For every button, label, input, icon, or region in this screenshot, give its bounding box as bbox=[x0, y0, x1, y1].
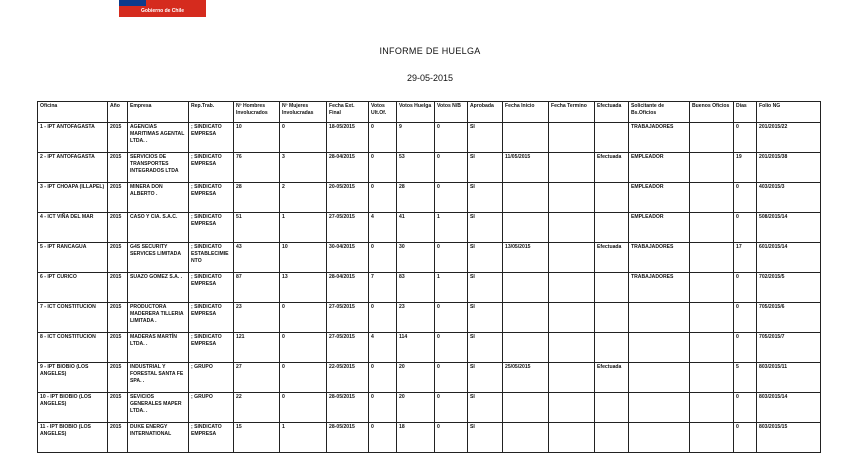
table-cell: 0 bbox=[369, 123, 397, 153]
table-cell: 4 bbox=[369, 333, 397, 363]
table-cell: 1 bbox=[435, 213, 468, 243]
column-header: Nº Mujeres Involucradas bbox=[280, 102, 327, 123]
table-cell: 0 bbox=[369, 303, 397, 333]
table-cell: DUKE ENERGY INTERNATIONAL bbox=[128, 423, 189, 453]
table-cell: 27 bbox=[234, 363, 280, 393]
government-logo bbox=[119, 0, 206, 17]
table-cell: 0 bbox=[435, 423, 468, 453]
table-cell: 28-05/2015 bbox=[327, 423, 369, 453]
table-cell: 121 bbox=[234, 333, 280, 363]
table-cell bbox=[503, 213, 549, 243]
table-cell bbox=[549, 393, 595, 423]
table-cell: 1 bbox=[435, 273, 468, 303]
table-cell: 0 bbox=[435, 333, 468, 363]
table-cell bbox=[503, 123, 549, 153]
table-cell: 19 bbox=[734, 153, 757, 183]
table-cell: 20-05/2015 bbox=[327, 183, 369, 213]
table-cell bbox=[690, 123, 734, 153]
table-cell: ; GRUPO bbox=[189, 393, 234, 423]
table-cell: 0 bbox=[280, 393, 327, 423]
header-row bbox=[38, 102, 821, 123]
table-cell: SI bbox=[468, 303, 503, 333]
column-header: Folio NG bbox=[757, 102, 821, 123]
table-cell: ; SINDICATO EMPRESA bbox=[189, 423, 234, 453]
table-cell bbox=[549, 273, 595, 303]
table-cell: 83 bbox=[397, 273, 435, 303]
table-body bbox=[38, 123, 821, 453]
table-cell: 9 - IPT BIOBIO (LOS ANGELES) bbox=[38, 363, 108, 393]
column-header: Nº Hombres Involucrados bbox=[234, 102, 280, 123]
table-cell: 18 bbox=[397, 423, 435, 453]
table-cell: SI bbox=[468, 363, 503, 393]
table-cell: Efectuada bbox=[595, 243, 629, 273]
table-row bbox=[38, 183, 821, 213]
table-cell: 0 bbox=[369, 423, 397, 453]
table-cell bbox=[549, 363, 595, 393]
table-cell bbox=[629, 363, 690, 393]
table-cell bbox=[595, 393, 629, 423]
table-cell: 51 bbox=[234, 213, 280, 243]
table-row bbox=[38, 123, 821, 153]
column-header: Buenos Oficios bbox=[690, 102, 734, 123]
table-cell: 2015 bbox=[108, 303, 128, 333]
table-cell bbox=[549, 183, 595, 213]
table-cell bbox=[690, 423, 734, 453]
table-cell: 28-05/2015 bbox=[327, 393, 369, 423]
table-cell: 0 bbox=[280, 303, 327, 333]
table-cell: TRABAJADORES bbox=[629, 123, 690, 153]
table-cell: ; SINDICATO EMPRESA bbox=[189, 123, 234, 153]
table-cell: 30-04/2015 bbox=[327, 243, 369, 273]
table-cell: SI bbox=[468, 393, 503, 423]
table-cell bbox=[595, 423, 629, 453]
column-header: Solicitante de Bs.Oficios bbox=[629, 102, 690, 123]
table-cell: 508/2015/14 bbox=[757, 213, 821, 243]
table-cell: ; SINDICATO EMPRESA bbox=[189, 183, 234, 213]
table-cell bbox=[690, 153, 734, 183]
table-cell: 2015 bbox=[108, 333, 128, 363]
table-cell: ; SINDICATO ESTABLECIMIENTO bbox=[189, 243, 234, 273]
table-cell: EMPLEADOR bbox=[629, 183, 690, 213]
table-cell: 53 bbox=[397, 153, 435, 183]
table-cell: 0 bbox=[435, 183, 468, 213]
table-cell bbox=[503, 303, 549, 333]
column-header: Rep.Trab. bbox=[189, 102, 234, 123]
table-cell: 23 bbox=[234, 303, 280, 333]
table-cell: 0 bbox=[369, 393, 397, 423]
table-cell: 28 bbox=[397, 183, 435, 213]
table-cell: 20 bbox=[397, 393, 435, 423]
table-row bbox=[38, 393, 821, 423]
table-cell: 27-05/2015 bbox=[327, 333, 369, 363]
table-cell: SEVICIOS GENERALES MAPER LTDA. . bbox=[128, 393, 189, 423]
table-cell: 23 bbox=[397, 303, 435, 333]
table-cell bbox=[503, 393, 549, 423]
table-cell: 0 bbox=[280, 123, 327, 153]
table-row bbox=[38, 303, 821, 333]
table-cell bbox=[690, 303, 734, 333]
column-header: Aprobada bbox=[468, 102, 503, 123]
table-cell: 0 bbox=[435, 393, 468, 423]
table-cell: 28 bbox=[234, 183, 280, 213]
table-cell: 10 bbox=[280, 243, 327, 273]
table-cell: 2015 bbox=[108, 273, 128, 303]
table-cell: 17 bbox=[734, 243, 757, 273]
table-cell: 1 - IPT ANTOFAGASTA bbox=[38, 123, 108, 153]
table-cell: 18-05/2015 bbox=[327, 123, 369, 153]
table-cell: 5 bbox=[734, 363, 757, 393]
table-cell: 2015 bbox=[108, 393, 128, 423]
table-cell: ; SINDICATO EMPRESA bbox=[189, 273, 234, 303]
table-cell: 803/2015/14 bbox=[757, 393, 821, 423]
table-cell bbox=[629, 333, 690, 363]
table-cell bbox=[549, 123, 595, 153]
table-cell: 0 bbox=[369, 363, 397, 393]
table-cell: SI bbox=[468, 273, 503, 303]
column-header: Efectuada bbox=[595, 102, 629, 123]
table-cell: 0 bbox=[280, 333, 327, 363]
table-cell: 705/2015/6 bbox=[757, 303, 821, 333]
table-cell: EMPLEADOR bbox=[629, 153, 690, 183]
table-cell: 0 bbox=[369, 153, 397, 183]
table-cell: 41 bbox=[397, 213, 435, 243]
table-cell: 1 bbox=[280, 423, 327, 453]
column-header: Fecha Ext. Final bbox=[327, 102, 369, 123]
table-cell: 0 bbox=[280, 363, 327, 393]
table-cell bbox=[549, 303, 595, 333]
table-cell: 10 bbox=[234, 123, 280, 153]
table-cell bbox=[549, 153, 595, 183]
table-cell bbox=[595, 273, 629, 303]
table-cell: 43 bbox=[234, 243, 280, 273]
table-cell bbox=[629, 423, 690, 453]
table-cell: SI bbox=[468, 333, 503, 363]
table-cell: 76 bbox=[234, 153, 280, 183]
table-cell: 2 - IPT ANTOFAGASTA bbox=[38, 153, 108, 183]
table-cell: 7 bbox=[369, 273, 397, 303]
table-cell: AGENCIAS MARITIMAS AGENTAL LTDA. . bbox=[128, 123, 189, 153]
table-cell: 2015 bbox=[108, 213, 128, 243]
table-cell: 27-05/2015 bbox=[327, 213, 369, 243]
table-cell: 705/2015/7 bbox=[757, 333, 821, 363]
table-cell: 8 - ICT CONSTITUCION bbox=[38, 333, 108, 363]
table-cell: INDUSTRIAL Y FORESTAL SANTA FE SPA. . bbox=[128, 363, 189, 393]
table-cell: SI bbox=[468, 423, 503, 453]
table-cell: MINERA DON ALBERTO . bbox=[128, 183, 189, 213]
table-cell: 22-05/2015 bbox=[327, 363, 369, 393]
strike-report-table bbox=[37, 101, 821, 453]
table-cell: 7 - ICT CONSTITUCION bbox=[38, 303, 108, 333]
column-header: Oficina bbox=[38, 102, 108, 123]
table-cell: 2015 bbox=[108, 153, 128, 183]
table-cell: 11 - IPT BIOBIO (LOS ANGELES) bbox=[38, 423, 108, 453]
table-cell: Efectuada bbox=[595, 153, 629, 183]
table-cell: 3 bbox=[280, 153, 327, 183]
table-cell: 13 bbox=[280, 273, 327, 303]
table-cell: 0 bbox=[369, 243, 397, 273]
table-cell: 28-04/2015 bbox=[327, 153, 369, 183]
table-cell bbox=[690, 243, 734, 273]
table-cell: 0 bbox=[734, 183, 757, 213]
column-header: Año bbox=[108, 102, 128, 123]
table-cell: SI bbox=[468, 123, 503, 153]
table-row bbox=[38, 153, 821, 183]
table-cell: 4 - ICT VIÑA DEL MAR bbox=[38, 213, 108, 243]
table-row bbox=[38, 333, 821, 363]
table-cell bbox=[503, 273, 549, 303]
table-cell: 0 bbox=[369, 183, 397, 213]
table-cell: 2015 bbox=[108, 363, 128, 393]
table-row bbox=[38, 243, 821, 273]
table-cell: 20 bbox=[397, 363, 435, 393]
table-cell: 201/2015/22 bbox=[757, 123, 821, 153]
table-cell bbox=[595, 333, 629, 363]
table-cell: SUAZO GOMEZ S.A. . bbox=[128, 273, 189, 303]
table-cell: 13/05/2015 bbox=[503, 243, 549, 273]
table-cell: 2015 bbox=[108, 183, 128, 213]
table-cell bbox=[629, 393, 690, 423]
column-header: Fecha Inicio bbox=[503, 102, 549, 123]
table-cell: 25/05/2015 bbox=[503, 363, 549, 393]
table-cell: 87 bbox=[234, 273, 280, 303]
table-cell: TRABAJADORES bbox=[629, 273, 690, 303]
table-cell: 0 bbox=[435, 153, 468, 183]
column-header: Empresa bbox=[128, 102, 189, 123]
table-cell: 2 bbox=[280, 183, 327, 213]
table-cell: 803/2015/11 bbox=[757, 363, 821, 393]
table-row bbox=[38, 363, 821, 393]
table-cell: 28-04/2015 bbox=[327, 273, 369, 303]
table-cell: 0 bbox=[435, 123, 468, 153]
table-cell: 0 bbox=[734, 423, 757, 453]
table-header bbox=[38, 102, 821, 123]
table-cell: 0 bbox=[734, 303, 757, 333]
table-cell: EMPLEADOR bbox=[629, 213, 690, 243]
table-row bbox=[38, 213, 821, 243]
table-cell: 3 - IPT CHOAPA (ILLAPEL) bbox=[38, 183, 108, 213]
table-cell: 403/2015/3 bbox=[757, 183, 821, 213]
table-cell: 9 bbox=[397, 123, 435, 153]
table-cell: 30 bbox=[397, 243, 435, 273]
table-cell: 11/05/2015 bbox=[503, 153, 549, 183]
column-header: Votos N/B bbox=[435, 102, 468, 123]
table-cell: Efectuada bbox=[595, 363, 629, 393]
table-cell: PRODUCTORA MADERERA TILLERIA LIMITADA . bbox=[128, 303, 189, 333]
table-cell: SI bbox=[468, 213, 503, 243]
column-header: Votos Huelga bbox=[397, 102, 435, 123]
table-cell bbox=[595, 213, 629, 243]
table-cell: SI bbox=[468, 183, 503, 213]
table-cell: 2015 bbox=[108, 123, 128, 153]
table-cell: 0 bbox=[734, 333, 757, 363]
table-cell: G4S SECURITY SERVICES LIMITADA bbox=[128, 243, 189, 273]
report-date: 29-05-2015 bbox=[406, 73, 454, 83]
table-cell bbox=[690, 363, 734, 393]
table-row bbox=[38, 423, 821, 453]
table-cell: 0 bbox=[435, 243, 468, 273]
table-cell bbox=[503, 423, 549, 453]
table-cell: ; SINDICATO EMPRESA bbox=[189, 153, 234, 183]
table-cell: 803/2015/15 bbox=[757, 423, 821, 453]
table-cell: 114 bbox=[397, 333, 435, 363]
table-cell: SI bbox=[468, 243, 503, 273]
table-cell bbox=[549, 213, 595, 243]
table-cell: 27-05/2015 bbox=[327, 303, 369, 333]
table-cell bbox=[549, 423, 595, 453]
table-cell bbox=[690, 273, 734, 303]
table-cell bbox=[549, 333, 595, 363]
table-cell: 0 bbox=[734, 213, 757, 243]
table-cell: SI bbox=[468, 153, 503, 183]
table-cell: MADERAS MARTÍN LTDA. . bbox=[128, 333, 189, 363]
table-cell bbox=[690, 183, 734, 213]
table-cell: 10 - IPT BIOBIO (LOS ANGELES) bbox=[38, 393, 108, 423]
table-cell: 6 - IPT CURICO bbox=[38, 273, 108, 303]
table-row bbox=[38, 273, 821, 303]
table-cell: 1 bbox=[280, 213, 327, 243]
table-cell: 22 bbox=[234, 393, 280, 423]
table-cell: 2015 bbox=[108, 243, 128, 273]
table-cell bbox=[595, 123, 629, 153]
table-cell: ; GRUPO bbox=[189, 363, 234, 393]
table-cell: TRABAJADORES bbox=[629, 243, 690, 273]
table-cell bbox=[595, 183, 629, 213]
table-cell: CASO Y CIA. S.A.C. bbox=[128, 213, 189, 243]
table-cell: 0 bbox=[435, 303, 468, 333]
table-cell: ; SINDICATO EMPRESA bbox=[189, 333, 234, 363]
table-cell bbox=[503, 183, 549, 213]
table-cell: 601/2015/14 bbox=[757, 243, 821, 273]
table-cell: ; SINDICATO EMPRESA bbox=[189, 213, 234, 243]
table-cell bbox=[690, 213, 734, 243]
table-cell: 0 bbox=[435, 363, 468, 393]
table-cell bbox=[595, 303, 629, 333]
table-cell: 0 bbox=[734, 123, 757, 153]
column-header: Votos Ult.Of. bbox=[369, 102, 397, 123]
column-header: Días bbox=[734, 102, 757, 123]
logo-text: Gobierno de Chile bbox=[119, 6, 206, 17]
table-cell: 0 bbox=[734, 393, 757, 423]
table-cell: ; SINDICATO EMPRESA bbox=[189, 303, 234, 333]
table-cell: 0 bbox=[734, 273, 757, 303]
report-title: INFORME DE HUELGA bbox=[379, 46, 481, 56]
table-cell: 2015 bbox=[108, 423, 128, 453]
table-cell bbox=[629, 303, 690, 333]
table-cell: 5 - IPT RANCAGUA bbox=[38, 243, 108, 273]
table-cell bbox=[690, 333, 734, 363]
table-cell: SERVICIOS DE TRANSPORTES INTEGRADOS LTDA bbox=[128, 153, 189, 183]
table-cell bbox=[690, 393, 734, 423]
table-cell: 702/2015/5 bbox=[757, 273, 821, 303]
table-cell: 201/2015/38 bbox=[757, 153, 821, 183]
table-cell: 15 bbox=[234, 423, 280, 453]
column-header: Fecha Termino bbox=[549, 102, 595, 123]
table-cell: 4 bbox=[369, 213, 397, 243]
table-cell bbox=[503, 333, 549, 363]
table-cell bbox=[549, 243, 595, 273]
